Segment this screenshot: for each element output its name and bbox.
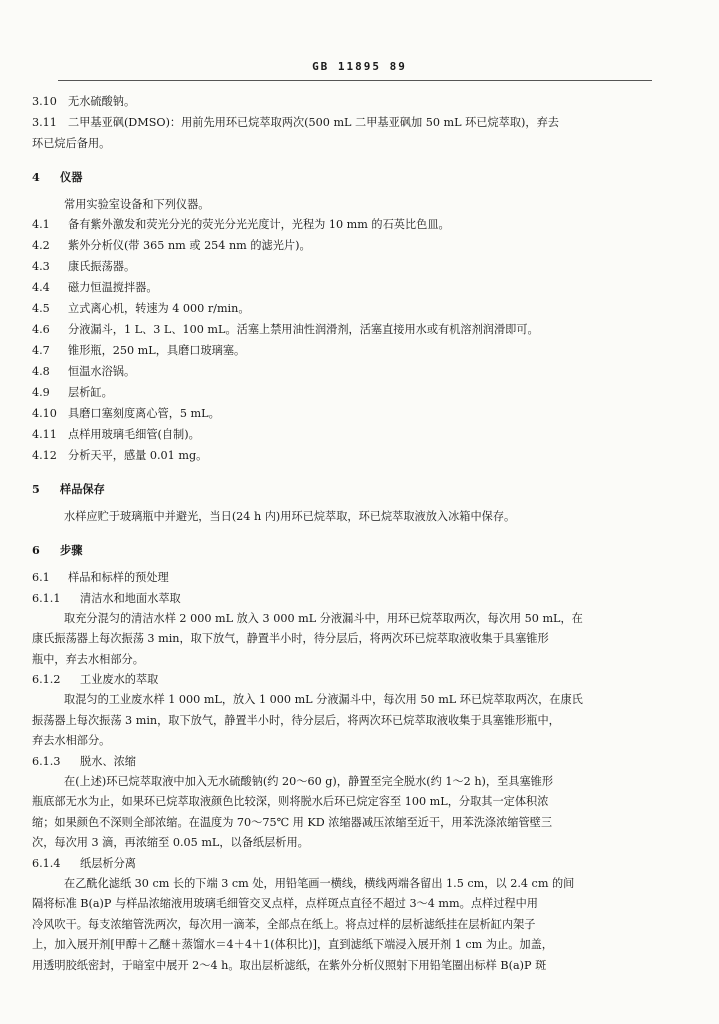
item-number: 4.12 xyxy=(32,449,57,462)
section-paragraph: 水样应贮于玻璃瓶中并避光，当日(24 h 内)用环已烷萃取，环已烷萃取液放入冰箱中保存。 xyxy=(64,510,516,523)
paragraph-line: 取充分混匀的清洁水样 2 000 mL 放入 3 000 mL 分液漏斗中，用环已烷萃取两次，每次用 50 mL，在 xyxy=(64,611,583,625)
item-text: 具磨口塞刻度离心管，5 mL。 xyxy=(68,407,220,420)
paragraph-line: 隔将标准 B(a)P 与样品浓缩液用玻璃毛细管交叉点样，点样斑点直径不超过 3～4 mm。点样过程中用 xyxy=(32,897,538,910)
paragraph-line: 取混匀的工业废水样 1 000 mL，放入 1 000 mL 分液漏斗中，每次用 50 mL 环已烷萃取两次，在康氏 xyxy=(64,693,583,706)
subsection-title: 样品和标样的预处理 xyxy=(68,570,169,584)
section-heading xyxy=(32,543,620,563)
page-header: GB 11895 89 xyxy=(312,60,407,73)
item-text: 立式离心机，转速为 4 000 r/min。 xyxy=(68,302,250,315)
item-text: 磁力恒温搅拌器。 xyxy=(68,281,158,294)
paragraph-line: 缩；如果颜色不深则全部浓缩。在温度为 70～75℃ 用 KD 浓缩器减压浓缩至近干，用苯洗涤浓缩管壁三 xyxy=(32,815,553,829)
item-text-continuation: 环已烷后备用。 xyxy=(32,137,111,150)
item-number: 3.11 xyxy=(32,116,57,129)
section-title: 样品保存 xyxy=(60,482,105,496)
subsection-heading xyxy=(32,571,620,592)
instrument-item xyxy=(32,239,620,260)
section-title: 仪器 xyxy=(60,169,83,184)
paragraph-line: 次，每次用 3 滴，再浓缩至 0.05 mL，以备纸层析用。 xyxy=(32,836,309,849)
instrument-item xyxy=(32,365,620,386)
instrument-item xyxy=(32,218,620,239)
item-text: 分析天平，感量 0.01 mg。 xyxy=(68,449,208,462)
subsection-heading xyxy=(32,592,620,612)
subsection-title: 脱水、浓缩 xyxy=(80,754,136,768)
section-intro: 常用实验室设备和下列仪器。 xyxy=(64,197,210,211)
reagent-item xyxy=(32,95,620,116)
subsection-heading xyxy=(32,857,620,877)
subsection-title: 清洁水和地面水萃取 xyxy=(80,591,181,605)
paragraph-line: 上，加入展开剂[甲醇＋乙醚＋蒸馏水＝4＋4＋1(体积比)]，直到滤纸下端浸入展开剂 1 cm 为止。加盖， xyxy=(32,938,553,951)
item-number: 4.6 xyxy=(32,323,50,336)
paragraph-line: 用透明胶纸密封，于暗室中展开 2～4 h。取出层析滤纸，在紫外分析仪照射下用铅笔圈出标样 B(a)P 斑 xyxy=(32,958,547,972)
item-text: 锥形瓶，250 mL，具磨口玻璃塞。 xyxy=(68,344,246,357)
item-text: 备有紫外激发和荧光分光的荧光分光光度计，光程为 10 mm 的石英比色皿。 xyxy=(68,218,450,231)
instrument-item xyxy=(32,260,620,281)
subsection-number: 6.1.2 xyxy=(32,673,61,686)
instrument-item xyxy=(32,386,620,407)
section-number: 5 xyxy=(32,482,40,496)
item-text: 分液漏斗，1 L、3 L、100 mL。活塞上禁用油性润滑剂，活塞直接用水或有机溶剂润滑即可。 xyxy=(68,323,539,336)
item-text: 无水硫酸钠。 xyxy=(68,95,136,108)
document-body xyxy=(32,95,620,979)
paragraph-line: 冷风吹干。每支浓缩管洗两次，每次用一滴苯，全部点在纸上。将点过样的层析滤纸挂在层析缸内架子 xyxy=(32,917,536,931)
section-title: 步骤 xyxy=(60,542,83,557)
section-heading xyxy=(32,170,620,190)
item-number: 4.5 xyxy=(32,302,50,315)
item-number: 4.4 xyxy=(32,281,50,294)
subsection-number: 6.1.1 xyxy=(32,591,61,605)
item-text: 点样用玻璃毛细管(自制)。 xyxy=(68,428,200,441)
subsection-number: 6.1.3 xyxy=(32,754,61,768)
section-number: 4 xyxy=(32,169,40,184)
subsection-title: 工业废水的萃取 xyxy=(80,673,159,686)
item-text: 恒温水浴锅。 xyxy=(68,365,136,378)
item-number: 4.2 xyxy=(32,239,50,252)
item-number: 4.10 xyxy=(32,407,57,420)
instrument-item xyxy=(32,281,620,302)
item-text: 层析缸。 xyxy=(68,386,113,399)
paragraph-line: 在(上述)环已烷萃取液中加入无水硫酸钠(约 20～60 g)，静置至完全脱水(约 1～2 h)，至具塞锥形 xyxy=(64,774,554,788)
item-number: 4.11 xyxy=(32,428,57,441)
item-text: 康氏振荡器。 xyxy=(68,260,136,273)
item-text: 二甲基亚砜(DMSO)：用前先用环已烷萃取两次(500 mL 二甲基亚砜加 50 mL 环已烷萃取)，弃去 xyxy=(68,116,559,129)
subsection-number: 6.1.4 xyxy=(32,856,61,870)
item-number: 3.10 xyxy=(32,95,57,108)
paragraph-line: 振荡器上每次振荡 3 min，取下放气，静置半小时，待分层后，将两次环已烷萃取液收集于具塞锥形瓶中， xyxy=(32,713,560,727)
paragraph-line: 瓶中，弃去水相部分。 xyxy=(32,652,144,666)
instrument-item xyxy=(32,407,620,428)
subsection-heading xyxy=(32,673,620,693)
paragraph-line: 弃去水相部分。 xyxy=(32,734,111,747)
paragraph-line: 康氏振荡器上每次振荡 3 min，取下放气，静置半小时，待分层后，将两次环已烷萃取液收集于具塞锥形 xyxy=(32,632,549,645)
item-number: 4.1 xyxy=(32,218,50,231)
paragraph-line: 在乙酰化滤纸 30 cm 长的下端 3 cm 处，用铅笔画一横线，横线两端各留出 1.5 cm，以 2.4 cm 的间 xyxy=(64,876,575,890)
instrument-item xyxy=(32,344,620,365)
instrument-item xyxy=(32,449,620,470)
header-rule xyxy=(58,80,652,81)
reagent-item xyxy=(32,116,620,137)
instrument-item xyxy=(32,323,620,344)
item-number: 4.3 xyxy=(32,260,50,273)
item-number: 4.7 xyxy=(32,344,50,357)
subsection-number: 6.1 xyxy=(32,570,50,584)
item-text: 紫外分析仪(带 365 nm 或 254 nm 的滤光片)。 xyxy=(68,239,311,252)
item-number: 4.9 xyxy=(32,386,50,399)
paragraph-line: 瓶底部无水为止，如果环已烷萃取液颜色比较深，则将脱水后环已烷定容至 100 mL，分取其一定体积浓 xyxy=(32,795,549,808)
subsection-title: 纸层析分离 xyxy=(80,856,136,870)
section-heading xyxy=(32,482,620,502)
instrument-item xyxy=(32,302,620,323)
subsection-heading xyxy=(32,755,620,775)
instrument-item xyxy=(32,428,620,449)
item-number: 4.8 xyxy=(32,365,50,378)
section-number: 6 xyxy=(32,542,40,557)
